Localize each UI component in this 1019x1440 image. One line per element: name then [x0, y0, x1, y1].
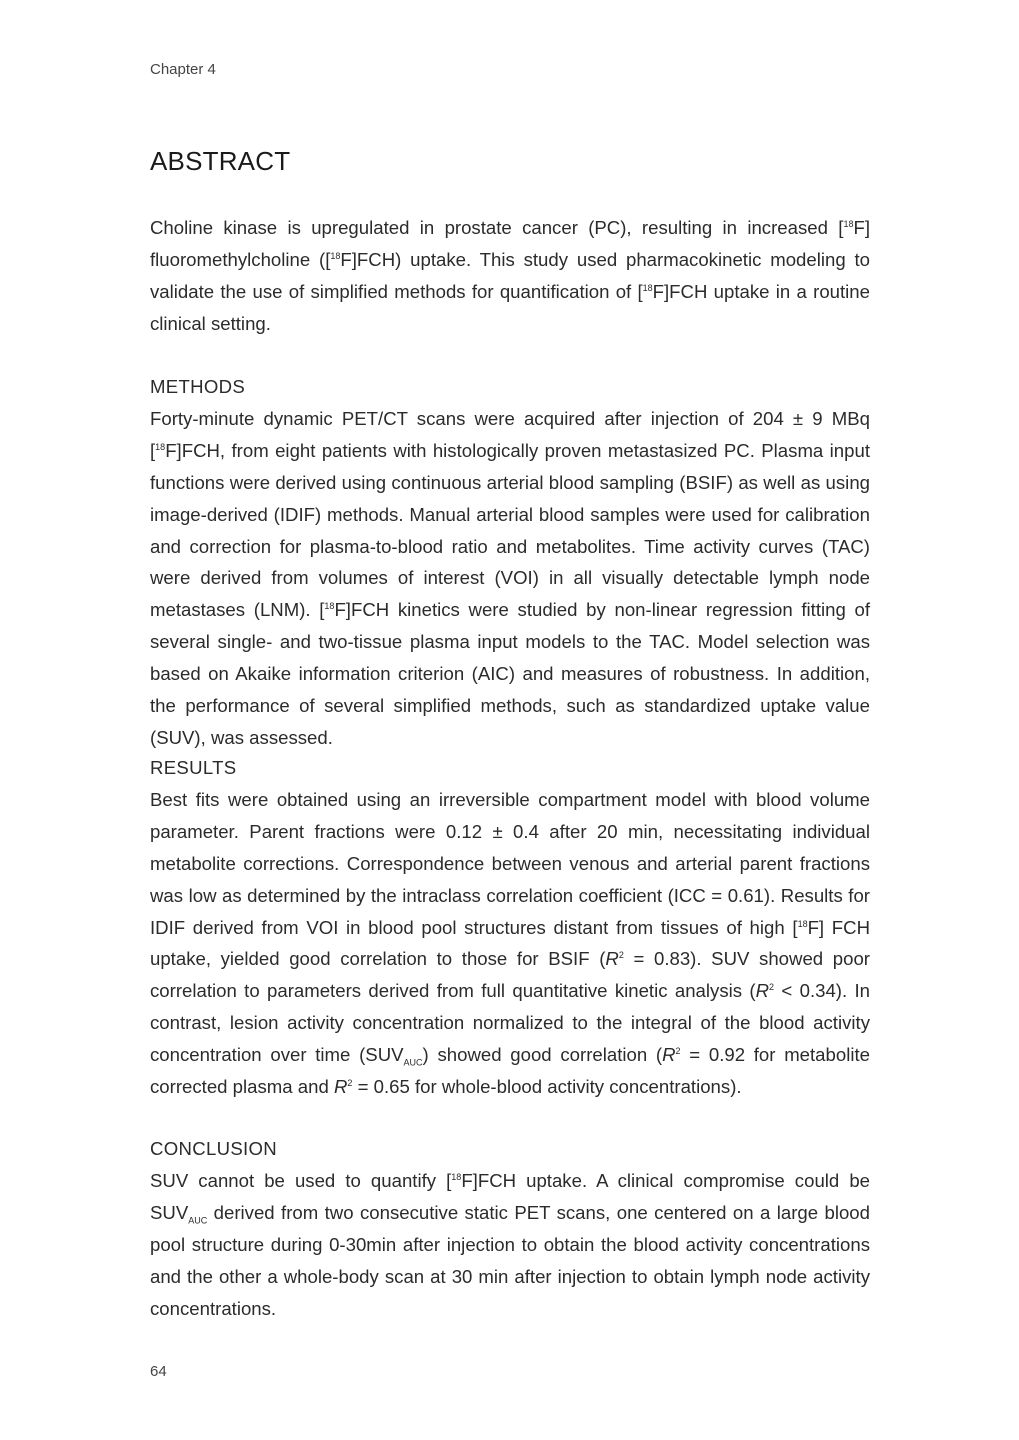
- conclusion-section: [150, 1133, 870, 1324]
- running-header: Chapter 4: [150, 61, 216, 78]
- conclusion-heading: CONCLUSION: [150, 1138, 277, 1159]
- methods-paragraph: Forty-minute dynamic PET/CT scans were acquired after injection of 204 ± 9 MBq [$^{18}$F]FCH, from eight patients with histologically proven metastasized PC. Plasma input functions were derived using continuous arterial blood sampling (BSIF) as well as using image-derived (IDIF) methods. Manual arterial blood samples were used for calibration and correction for plasma-to-blood ratio and metabolites. Time activity curves (TAC) were derived from volumes of interest (VOI) in all visually detectable lymph node metastases (LNM). [$^{18}$F]FCH kinetics were studied by non-linear regression fitting of several single- and two-tissue plasma input models to the TAC. Model selection was based on Akaike information criterion (AIC) and measures of robustness. In addition, the performance of several simplified methods, such as standardized uptake value (SUV), was assessed.: [150, 407, 870, 748]
- results-paragraph: Best fits were obtained using an irreversible compartment model with blood volume parameter. Parent fractions were 0.12 ± 0.4 after 20 min, necessitating individual metabolite corrections. Correspondence between venous and arterial parent fractions was low as determined by the intraclass correlation coefficient (ICC = 0.61). Results for IDIF derived from VOI in blood pool structures distant from tissues of high [$^{18}$F] FCH uptake, yielded good correlation to those for BSIF $(R^2 = 0.83)$. SUV showed poor correlation to parameters derived from full quantitative kinetic analysis $(R^2 < 0.34)$. In contrast, lesion activity concentration normalized to the integral of the blood activity concentration over time $(SUV_{AUC})$ showed good correlation ($R^2 = 0.92$ for metabolite corrected plasma and $R^2 = 0.65$ for whole-blood activity concentrations).: [150, 788, 870, 1098]
- methods-section: [150, 371, 870, 754]
- methods-heading: METHODS: [150, 376, 246, 397]
- results-heading: RESULTS: [150, 757, 237, 778]
- conclusion-paragraph: SUV cannot be used to quantify [$^{18}$F]FCH uptake. A clinical compromise could be $SUV_{AUC}$ derived from two consecutive static PET scans, one centered on a large blood pool structure during 0-30min after injection to obtain the blood activity concentrations and the other a whole-body scan at 30 min after injection to obtain lymph node activity concentrations.: [150, 1169, 871, 1319]
- intro-section: [150, 212, 870, 340]
- page-title: ABSTRACT: [150, 146, 291, 176]
- page-number: 64: [150, 1363, 167, 1380]
- intro-paragraph: Choline kinase is upregulated in prostate cancer (PC), resulting in increased [$^{18}$F] fluoromethylcholine ([$^{18}$F]FCH) uptake. This study used pharmacokinetic modeling to validate the use of simplified methods for quantification of [$^{18}$F]FCH uptake in a routine clinical setting.: [150, 217, 870, 334]
- results-section: [150, 752, 870, 1103]
